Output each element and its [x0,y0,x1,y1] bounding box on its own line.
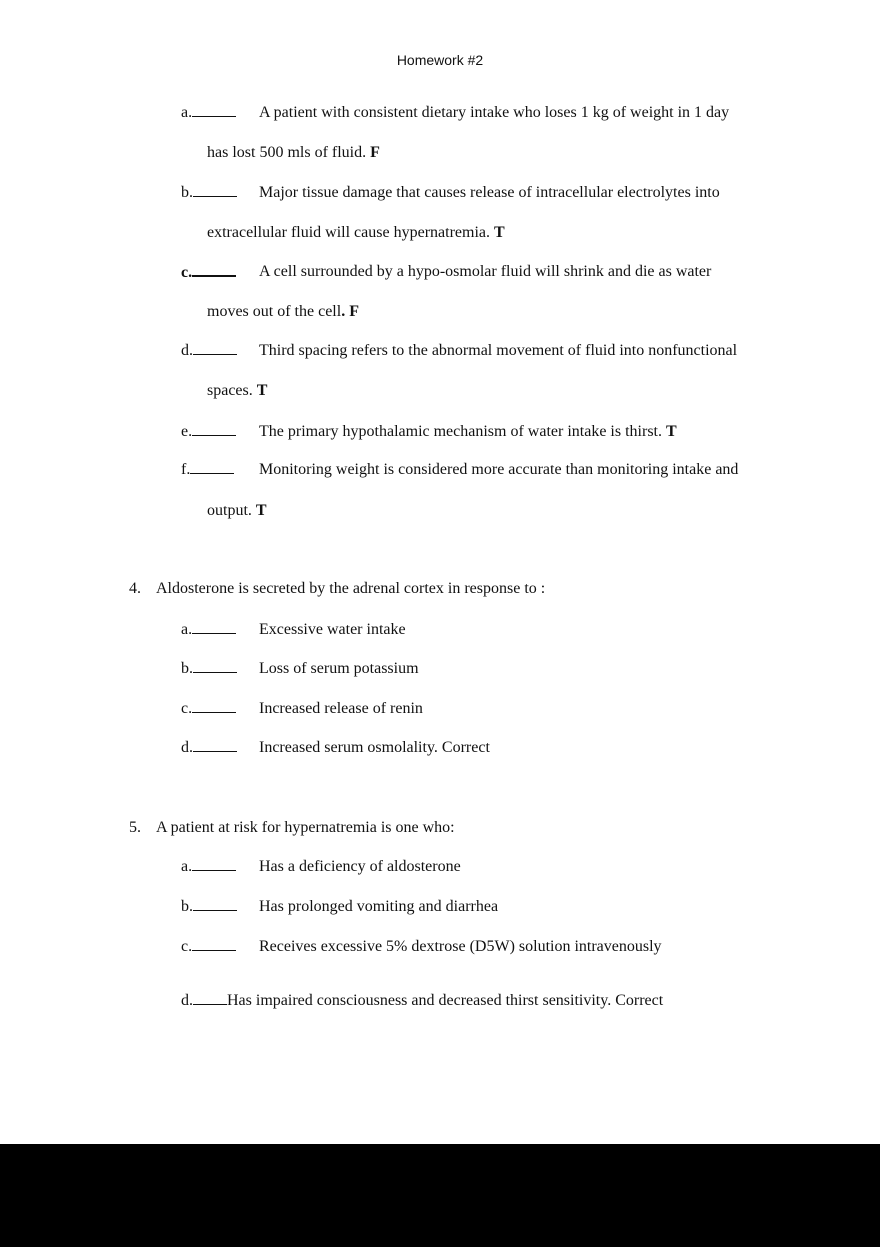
option-label: c. [181,700,193,717]
item-text: A cell surrounded by a hypo-osmolar fluid will shrink and die as water [259,263,712,280]
answer-blank[interactable] [192,423,236,436]
answer-blank[interactable] [192,621,236,634]
item-text-cont: extracellular fluid will cause hypernatremia. [207,224,490,241]
option-text: Has a deficiency of aldosterone [259,858,461,875]
option-label: a. [181,621,193,638]
item-text-cont: has lost 500 mls of fluid. [207,144,367,161]
item-text: Major tissue damage that causes release of intracellular electrolytes into [259,184,720,201]
answer-blank[interactable] [192,858,236,871]
option-text: Has impaired consciousness and decreased thirst sensitivity. Correct [227,992,664,1009]
question-number: 4. [129,580,141,597]
answer-blank[interactable] [192,263,236,277]
item-text: Third spacing refers to the abnormal movement of fluid into nonfunctional [259,342,738,359]
answer-blank[interactable] [193,660,237,673]
answer-mark: T [255,502,267,519]
option-label: a. [181,858,193,875]
option-text: Increased release of renin [259,700,423,717]
option-label: b. [181,898,193,915]
answer-mark: F [370,144,380,161]
answer-blank[interactable] [193,184,237,197]
item-text-cont: output. [207,502,252,519]
option-text: Excessive water intake [259,621,406,638]
option-text: Loss of serum potassium [259,660,419,677]
option-label: b. [181,660,193,677]
question-text: Aldosterone is secreted by the adrenal cortex in response to : [156,580,546,597]
item-label: d. [181,342,193,359]
option-label: d. [181,739,193,756]
answer-blank[interactable] [193,898,237,911]
answer-blank[interactable] [190,461,234,474]
question-text: A patient at risk for hypernatremia is one who: [156,819,455,836]
answer-blank[interactable] [193,342,237,355]
item-label: b. [181,184,193,201]
option-text: Has prolonged vomiting and diarrhea [259,898,499,915]
item-label: a. [181,104,193,121]
item-text: A patient with consistent dietary intake who loses 1 kg of weight in 1 day [259,104,730,121]
answer-blank[interactable] [192,104,236,117]
option-text: Receives excessive 5% dextrose (D5W) solution intravenously [259,938,662,955]
item-label: f. [181,461,191,478]
answer-blank[interactable] [192,938,236,951]
page-header: Homework #2 [396,52,484,68]
answer-blank[interactable] [193,739,237,752]
item-text-cont: spaces. [207,382,253,399]
answer-blank[interactable] [192,700,236,713]
answer-mark: T [666,423,677,440]
item-text-cont: moves out of the cell [207,303,342,320]
answer-mark: T [493,224,505,241]
answer-mark: T [256,382,268,399]
item-text: Monitoring weight is considered more accurate than monitoring intake and [259,461,739,478]
option-label: d. [181,992,193,1009]
question-number: 5. [129,819,141,836]
item-label: c. [181,264,193,281]
item-label: e. [181,423,193,440]
option-label: c. [181,938,193,955]
answer-mark: . F [341,303,359,320]
option-text: Increased serum osmolality. Correct [259,739,490,756]
item-text: The primary hypothalamic mechanism of water intake is thirst. [259,423,662,440]
answer-blank[interactable] [193,992,227,1005]
